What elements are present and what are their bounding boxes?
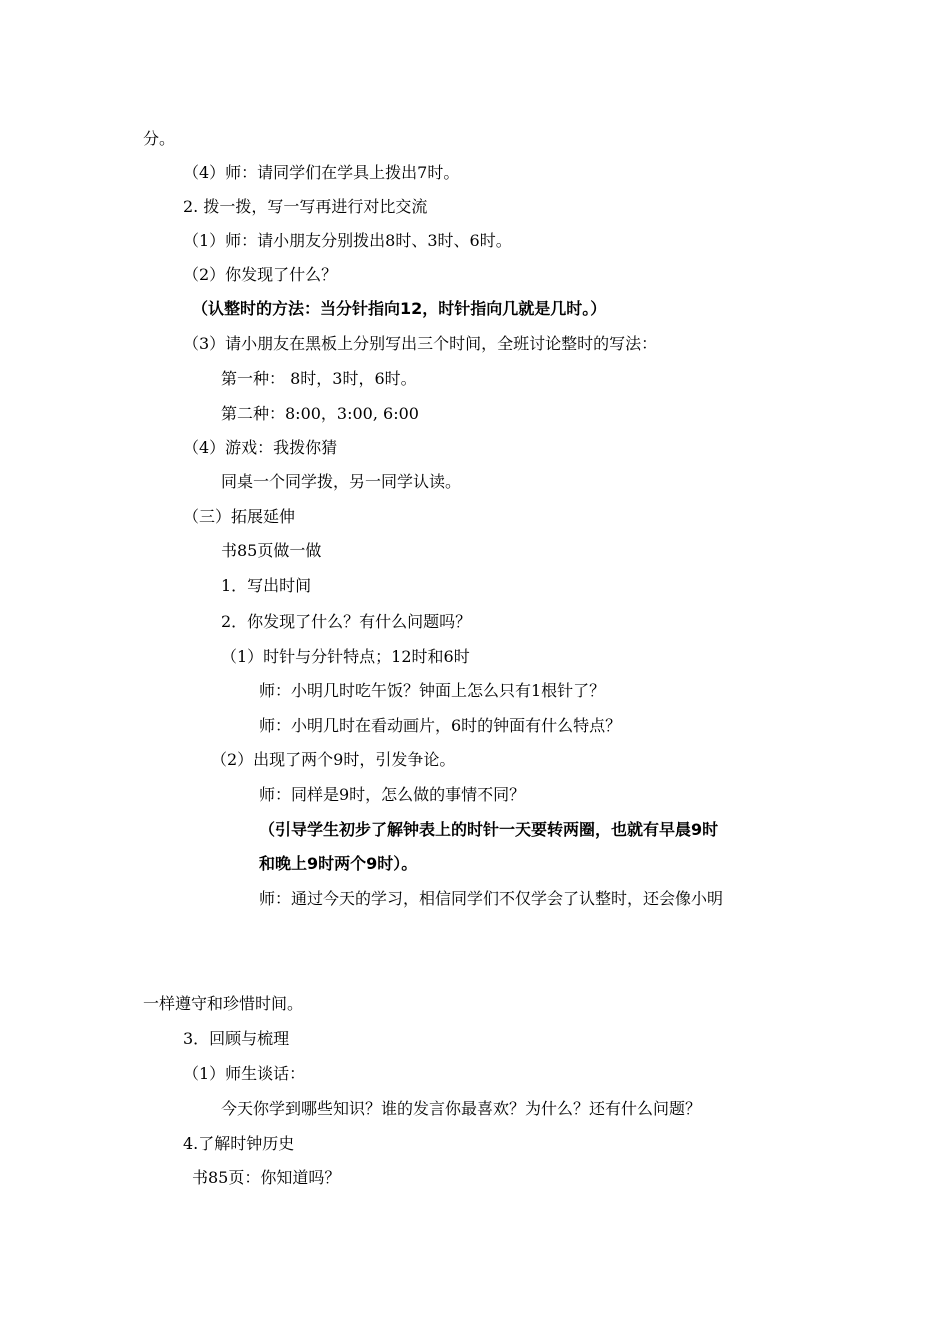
- text-line: 2. 拨一拨，写一写再进行对比交流: [183, 197, 428, 216]
- text-line: 3．回顾与梳理: [183, 1029, 290, 1048]
- text-line: 师：通过今天的学习，相信同学们不仅学会了认整时，还会像小明: [259, 889, 724, 908]
- text-line: 师：小明几时吃午饭？钟面上怎么只有1根针了？: [259, 681, 606, 700]
- text-line: （三）拓展延伸: [183, 507, 296, 526]
- bold-text-line: 和晚上9时两个9时）。: [259, 854, 418, 873]
- text-line: （2）你发现了什么？: [183, 265, 338, 284]
- text-line: （1）师生谈话：: [183, 1064, 306, 1083]
- text-line: （4）师：请同学们在学具上拨出7时。: [183, 163, 460, 182]
- text-line: 分。: [143, 129, 176, 148]
- text-line: （1）师：请小朋友分别拨出8时、3时、6时。: [183, 231, 512, 250]
- text-line: 师：同样是9时，怎么做的事情不同？: [259, 785, 526, 804]
- text-line: （4）游戏：我拨你猜: [183, 438, 338, 457]
- bold-text-line: （引导学生初步了解钟表上的时针一天要转两圈，也就有早晨9时: [259, 820, 719, 839]
- text-line: 2．你发现了什么？有什么问题吗？: [221, 612, 472, 631]
- text-line: 今天你学到哪些知识？谁的发言你最喜欢？为什么？还有什么问题？: [221, 1099, 702, 1118]
- text-line: 同桌一个同学拨，另一同学认读。: [221, 472, 462, 491]
- text-line: （2）出现了两个9时，引发争论。: [211, 750, 456, 769]
- text-line: 师：小明几时在看动画片，6时的钟面有什么特点？: [259, 716, 622, 735]
- text-line: 一样遵守和珍惜时间。: [143, 994, 304, 1013]
- text-line: 书85页做一做: [221, 541, 322, 560]
- text-line: （1）时针与分针特点；12时和6时: [221, 647, 470, 666]
- text-line: 第一种： 8时，3时，6时。: [221, 369, 417, 388]
- text-line: （3）请小朋友在黑板上分别写出三个时间，全班讨论整时的写法：: [183, 334, 658, 353]
- text-line: 4.了解时钟历史: [183, 1134, 295, 1153]
- bold-text-line: （认整时的方法：当分针指向12，时针指向几就是几时。）: [192, 299, 607, 318]
- text-line: 第二种：8:00，3:00, 6:00: [221, 404, 419, 423]
- text-line: 书85页：你知道吗？: [192, 1168, 341, 1187]
- text-line: 1．写出时间: [221, 576, 312, 595]
